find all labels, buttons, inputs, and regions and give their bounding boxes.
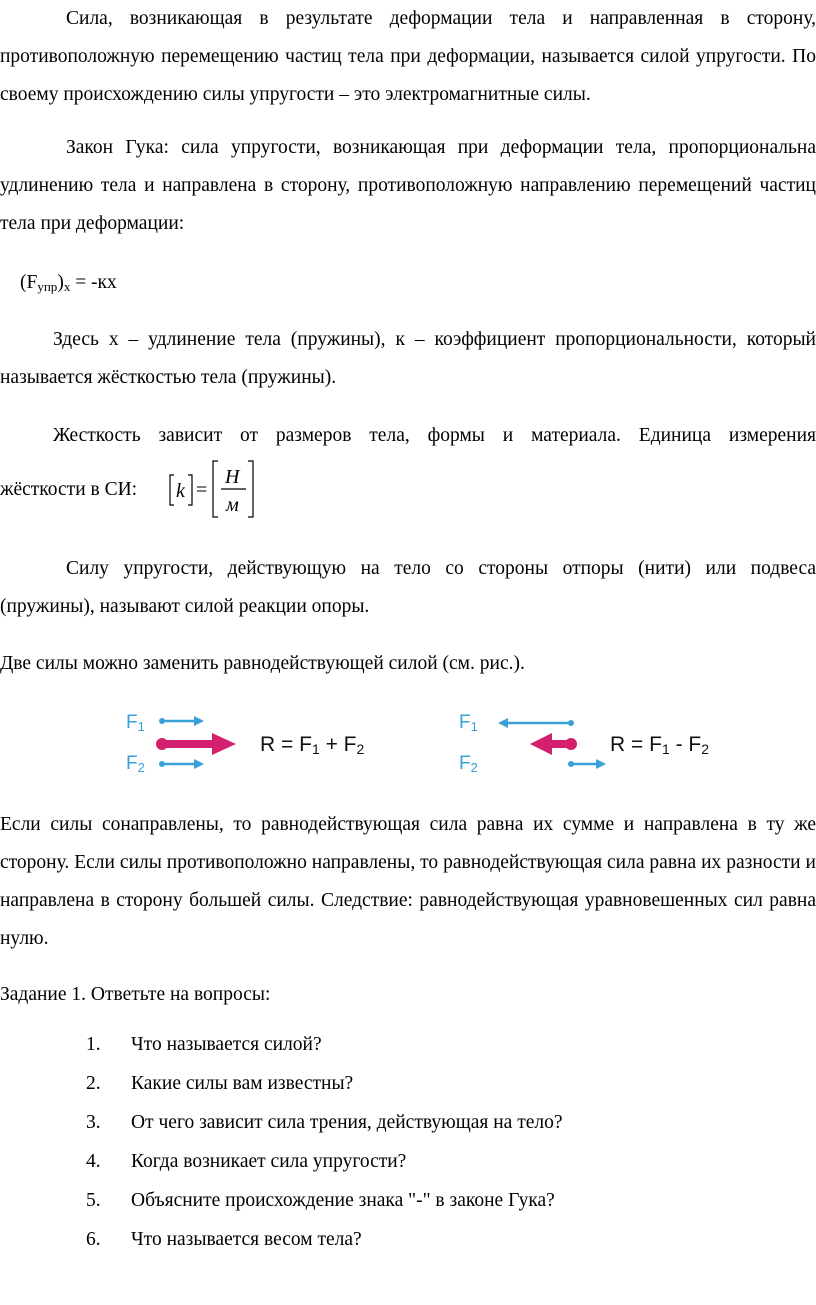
- right-resultant-arrowhead: [530, 733, 552, 755]
- question-number: 1.: [86, 1034, 101, 1055]
- list-item: [0, 1188, 816, 1227]
- question-number: 2.: [86, 1073, 101, 1094]
- list-item: [0, 1032, 816, 1071]
- question-text: От чего зависит сила трения, действующая на тело?: [131, 1112, 563, 1133]
- hooke-formula: $(F_{упр})_x = -кx$: [20, 272, 117, 294]
- list-item: [0, 1149, 816, 1188]
- list-item: [0, 1110, 816, 1149]
- question-number: 4.: [86, 1151, 101, 1172]
- left-resultant-arrowhead: [212, 733, 236, 755]
- question-text: Когда возникает сила упругости?: [131, 1151, 407, 1172]
- unit-k: k: [176, 480, 185, 502]
- unit-denominator: м: [226, 494, 239, 516]
- right-f1-label: F1: [459, 712, 478, 734]
- list-item: [0, 1071, 816, 1110]
- left-f1-label: F1: [126, 712, 145, 734]
- paragraph-conclusion: Если силы сонаправлены, то равнодействующая сила равна их сумме и направлена в ту же сторону. Если силы противоположно направлены, то равнодействующая сила равна их разности и направлена в сторону большей силы. Следствие: равнодействующая уравновешенных сил равна нулю.: [0, 814, 816, 949]
- paragraph-hooke-law: Закон Гука: сила упругости, возникающая при деформации тела, пропорциональна удлинению тела и направлена в сторону, противоположную направлению перемещений частиц тела при деформации:: [0, 137, 816, 234]
- question-number: 5.: [86, 1190, 101, 1211]
- question-text: Какие силы вам известны?: [131, 1073, 354, 1094]
- list-item: [0, 1227, 816, 1266]
- unit-numerator: Н: [225, 466, 240, 488]
- stiffness-unit-formula: [166, 459, 266, 521]
- right-resultant-shaft: [550, 740, 571, 748]
- question-number: 6.: [86, 1229, 101, 1250]
- paragraph-stiffness-line1: Жесткость зависит от размеров тела, формы и материала. Единица измерения: [53, 425, 816, 446]
- questions-list: [0, 1032, 816, 1266]
- question-text: Что называется весом тела?: [131, 1229, 362, 1250]
- right-equation: R = F1 - F2: [610, 733, 710, 757]
- unit-equals: =: [196, 479, 208, 501]
- right-f2-label: F2: [459, 753, 478, 775]
- paragraph-reaction-force: Силу упругости, действующую на тело со стороны отпоры (нити) или подвеса (пружины), называют силой реакции опоры.: [0, 558, 816, 617]
- paragraph-elastic-force-definition: Сила, возникающая в результате деформации тела и направленная в сторону, противоположную перемещению частиц тела при деформации, называется силой упругости. По своему происхождению силы упругости – это электромагнитные силы.: [0, 8, 816, 105]
- paragraph-explanation: Здесь x – удлинение тела (пружины), к – коэффициент пропорциональности, который называется жёсткостью тела (пружины).: [0, 329, 816, 388]
- left-resultant-shaft: [162, 740, 214, 748]
- left-f2-label: F2: [126, 753, 145, 775]
- question-text: Объясните происхождение знака "-" в законе Гука?: [131, 1190, 555, 1211]
- question-number: 3.: [86, 1112, 101, 1133]
- paragraph-stiffness-line2: жёсткости в СИ:: [0, 479, 138, 500]
- task-title: Задание 1. Ответьте на вопросы:: [0, 984, 271, 1005]
- paragraph-two-forces: Две силы можно заменить равнодействующей силой (см. рис.).: [0, 653, 525, 674]
- forces-diagram: [120, 706, 740, 778]
- left-equation: R = F1 + F2: [260, 733, 365, 757]
- question-text: Что называется силой?: [131, 1034, 322, 1055]
